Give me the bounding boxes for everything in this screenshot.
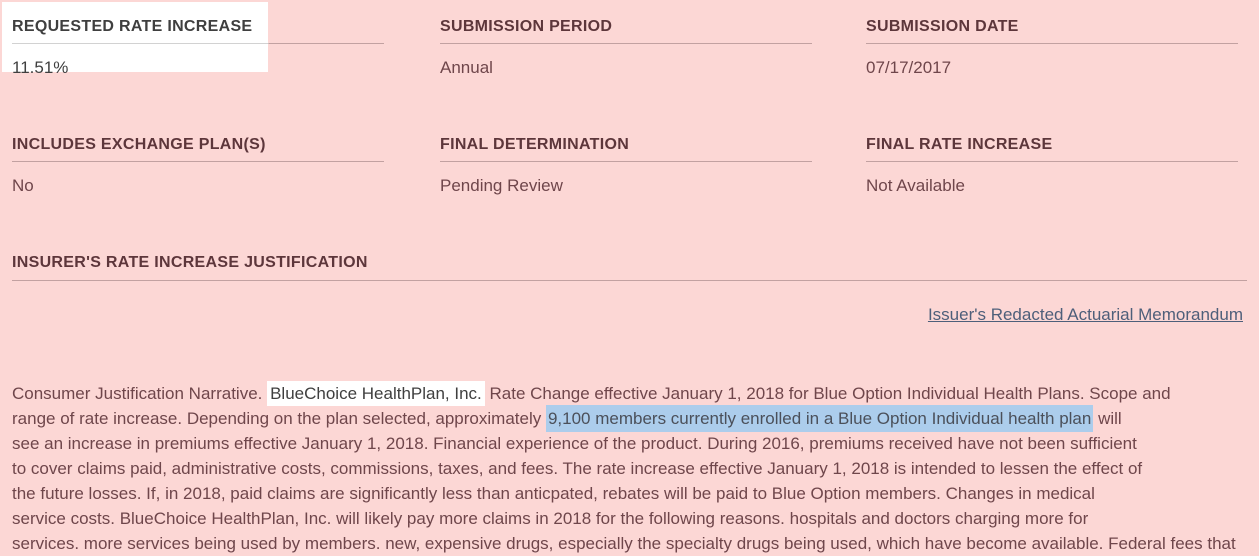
field-final-rate-increase — [866, 134, 1238, 197]
field-submission-date — [866, 16, 1238, 79]
justification-section-header — [12, 252, 1247, 281]
field-value: 07/17/2017 — [866, 58, 952, 77]
justification-heading: INSURER'S RATE INCREASE JUSTIFICATION — [12, 254, 368, 271]
field-value: 11.51% — [12, 58, 69, 77]
field-requested-rate-increase — [12, 16, 384, 79]
narrative-text: Rate Change effective January 1, 2018 for Blue Option Individual Health Plans. Scope and — [484, 384, 1171, 403]
narrative-text: the future losses. If, in 2018, paid claims are significantly less than anticpated, rebates will be paid to Blue Option members. Changes in medical — [12, 484, 1095, 503]
field-label: FINAL DETERMINATION — [440, 136, 630, 153]
field-value: Not Available — [866, 176, 965, 195]
narrative-line — [12, 406, 1252, 431]
actuarial-memorandum-link[interactable]: Issuer's Redacted Actuarial Memorandum — [927, 305, 1243, 324]
narrative-text: to cover claims paid, administrative costs, commissions, taxes, and fees. The rate increase effective January 1, 2018 is intended to lessen the effect of — [12, 459, 1143, 478]
narrative-line — [12, 506, 1252, 531]
field-label: INCLUDES EXCHANGE PLAN(S) — [12, 136, 266, 153]
narrative-text: services. more services being used by members. new, expensive drugs, especially the specialty drugs being used, which have become available. Federal fees that — [12, 534, 1236, 553]
field-label: REQUESTED RATE INCREASE — [12, 18, 253, 35]
memorandum-link-row — [928, 303, 1243, 327]
field-label: SUBMISSION DATE — [866, 18, 1019, 35]
narrative-text-white-highlight: BlueChoice HealthPlan, Inc. — [267, 381, 485, 406]
narrative-line — [12, 481, 1252, 506]
narrative-text: service costs. BlueChoice HealthPlan, Inc. will likely pay more claims in 2018 for the following reasons. hospitals and doctors charging more for — [12, 509, 1089, 528]
field-value: Pending Review — [440, 176, 563, 195]
field-final-determination — [440, 134, 812, 197]
narrative-text: range of rate increase. Depending on the plan selected, approximately — [12, 409, 546, 428]
narrative-text: see an increase in premiums effective January 1, 2018. Financial experience of the product. During 2016, premiums received have not been sufficient — [12, 434, 1137, 453]
narrative-text: will — [1093, 409, 1122, 428]
narrative-line — [12, 431, 1252, 456]
narrative-text: Consumer Justification Narrative. — [12, 384, 268, 403]
narrative-line — [12, 456, 1252, 481]
field-value: Annual — [440, 58, 493, 77]
consumer-justification-narrative — [12, 381, 1252, 556]
narrative-line — [12, 531, 1252, 556]
section-divider — [12, 280, 1247, 281]
field-value: No — [12, 176, 34, 195]
narrative-line — [12, 381, 1252, 406]
field-label: FINAL RATE INCREASE — [866, 136, 1053, 153]
field-label: SUBMISSION PERIOD — [440, 18, 613, 35]
field-submission-period — [440, 16, 812, 79]
field-includes-exchange-plans — [12, 134, 384, 197]
narrative-text-selection-highlight: 9,100 members currently enrolled in a Blue Option Individual health plan — [546, 405, 1093, 432]
